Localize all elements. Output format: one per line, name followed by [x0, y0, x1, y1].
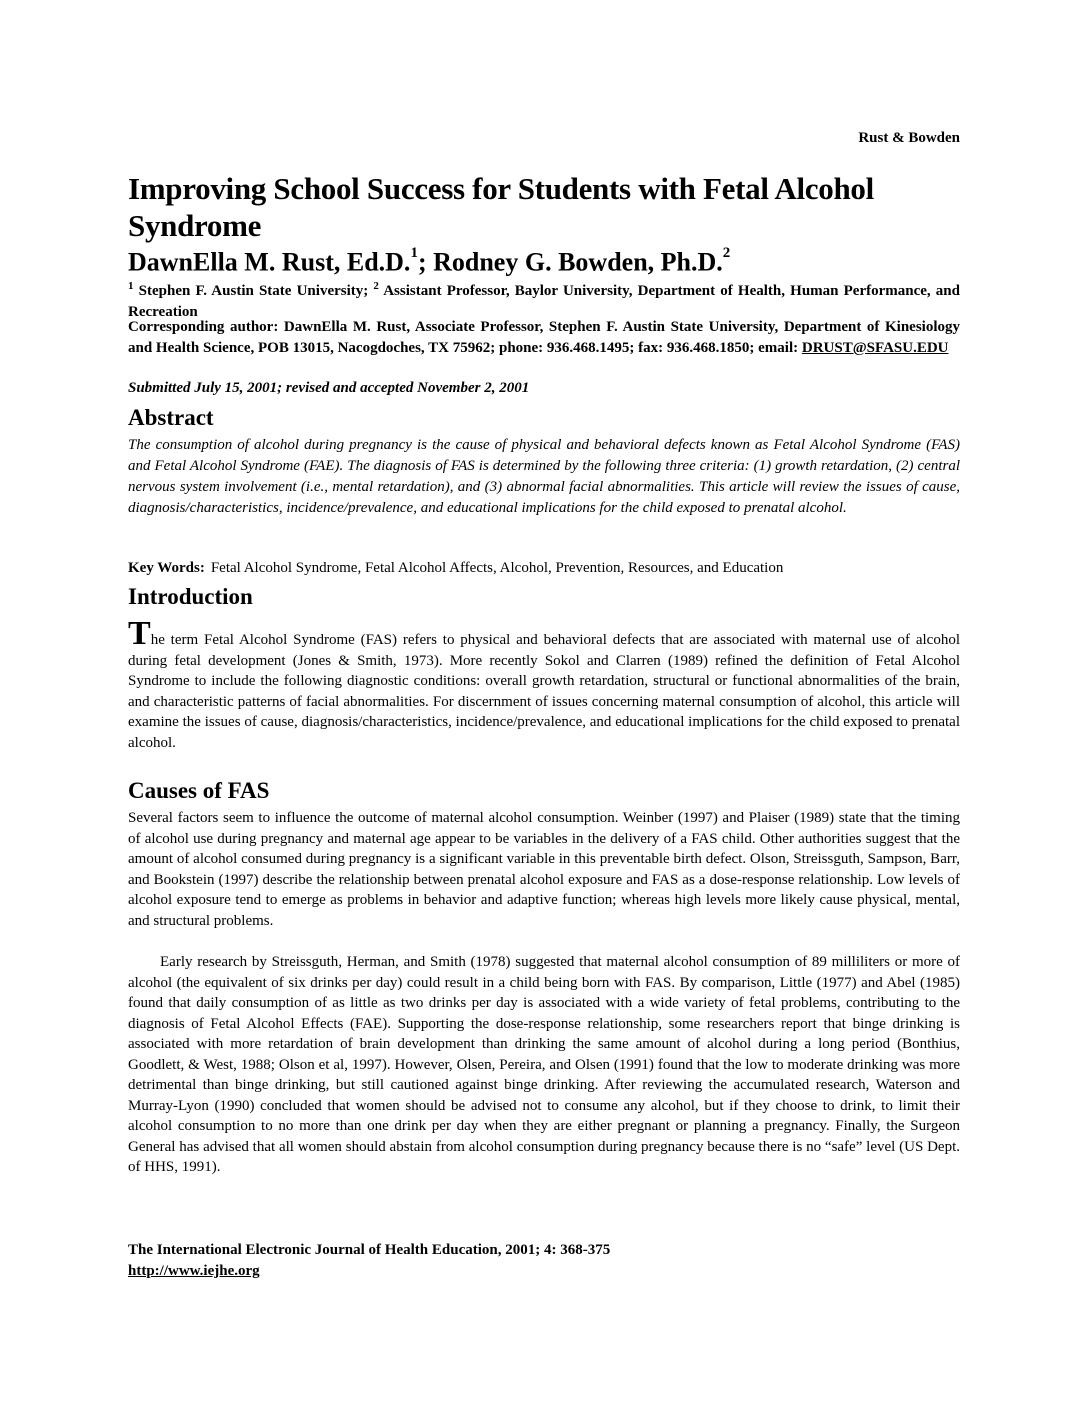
causes-paragraph-2: Early research by Streissguth, Herman, and Smith (1978) suggested that maternal alcohol consumption of 89 milliliters or more of alcohol (the equivalent of six drinks per day) could result in a child being born with FAS. By comparison, Little (1977) and Abel (1985) found that daily consumption of as little as two drinks per day is associated with a wide variety of fetal problems, contributing to the diagnosis of Fetal Alcohol Effects (FAE). Supporting the dose-response relationship, some researchers report that binge drinking is associated with more retardation of brain development than drinking the same amount of alcohol during a long period (Bonthius, Goodlett, & West, 1988; Olson et al, 1997). However, Olsen, Pereira, and Olsen (1991) found that the low to moderate drinking was more detrimental than binge drinking, but still cautioned against binge drinking. After reviewing the accumulated research, Waterson and Murray-Lyon (1990) concluded that women should be advised not to consume any alcohol, but if they choose to drink, to limit their alcohol consumption to no more than one drink per day when they are either pregnant or planning a pregnancy. Finally, the Surgeon General has advised that all women should abstain from alcohol consumption during pregnancy because there is no “safe” level (US Dept. of HHS, 1991). — [128, 954, 960, 1175]
author-separator: ; — [417, 247, 434, 277]
author-line — [128, 240, 730, 280]
keywords-list: Fetal Alcohol Syndrome, Fetal Alcohol Affects, Alcohol, Prevention, Resources, and Education — [210, 560, 784, 576]
abstract-text: The consumption of alcohol during pregnancy is the cause of physical and behavioral defects known as Fetal Alcohol Syndrome (FAS) and Fetal Alcohol Syndrome (FAE). The diagnosis of FAS is determined by the following three criteria: (1) growth retardation, (2) central nervous system involvement (i.e., mental retardation), and (3) abnormal facial abnormalities. This article will review the issues of cause, diagnosis/characteristics, incidence/prevalence, and educational implications for the child exposed to prenatal alcohol. — [128, 437, 960, 516]
introduction-heading: Introduction — [128, 584, 253, 609]
running-head: Rust & Bowden — [858, 130, 960, 146]
affiliation-1: Stephen F. Austin State University; — [133, 283, 374, 299]
introduction-paragraph — [128, 615, 960, 753]
article-title: Improving School Success for Students with Fetal Alcohol Syndrome — [128, 171, 874, 243]
causes-paragraph-1: Several factors seem to influence the outcome of maternal alcohol consumption. Weinber (1997) and Plaiser (1989) state that the timing of alcohol use during pregnancy and maternal age appear to be variables in the delivery of a FAS child. Other authorities suggest that the amount of alcohol consumed during pregnancy is a significant variable in this preventable birth defect. Olson, Streissguth, Sampson, Barr, and Bookstein (1997) describe the relationship between prenatal alcohol exposure and FAS as a dose-response relationship. Low levels of alcohol exposure tend to emerge as problems in behavior and adaptive function; whereas high levels more likely cause physical, mental, and structural problems. — [128, 810, 960, 929]
author-2-affiliation-mark: 2 — [722, 245, 731, 261]
submission-dates: Submitted July 15, 2001; revised and accepted November 2, 2001 — [128, 380, 530, 396]
author-1-affiliation-mark: 1 — [410, 245, 418, 261]
email-link[interactable]: DRUST@SFASU.EDU — [801, 340, 949, 356]
drop-cap: T — [128, 615, 151, 652]
keywords-label: Key Words: — [128, 560, 205, 576]
introduction-text: he term Fetal Alcohol Syndrome (FAS) refers to physical and behavioral defects that are associated with maternal use of alcohol during fetal development (Jones & Smith, 1973). More recently Sokol and Clarren (1989) refined the definition of Fetal Alcohol Syndrome to include the following diagnostic conditions: overall growth retardation, structural or functional abnormalities of the brain, and characteristic patterns of facial abnormalities. For discernment of issues concerning maternal consumption of alcohol, this article will examine the issues of cause, diagnosis/characteristics, incidence/prevalence, and educational implications for the child exposed to prenatal alcohol. — [128, 632, 960, 751]
corresponding-author-text: Corresponding author: DawnElla M. Rust, Associate Professor, Stephen F. Austin State University, Department of Kinesiology and Health Science, POB 13015, Nacogdoches, TX 75962; phone: 936.468.1495; fax: 936.468.1850; email: — [128, 319, 960, 356]
affiliation-1-mark: 1 — [128, 280, 134, 292]
author-1: DawnElla M. Rust, Ed.D. — [128, 247, 411, 277]
corresponding-author — [128, 317, 960, 359]
affiliations — [128, 276, 960, 323]
journal-footer — [128, 1240, 610, 1282]
causes-heading: Causes of FAS — [128, 778, 270, 803]
keywords — [128, 558, 960, 579]
affiliation-2: Assistant Professor, Baylor University, Department of Health, Human Performance, and Recreation — [128, 283, 960, 320]
journal-url-link[interactable]: http://www.iejhe.org — [128, 1263, 260, 1279]
journal-citation: The International Electronic Journal of Health Education, 2001; 4: 368-375 — [128, 1242, 611, 1258]
affiliation-2-mark: 2 — [373, 280, 379, 292]
abstract-heading: Abstract — [128, 405, 214, 430]
author-2: Rodney G. Bowden, Ph.D. — [433, 247, 723, 277]
